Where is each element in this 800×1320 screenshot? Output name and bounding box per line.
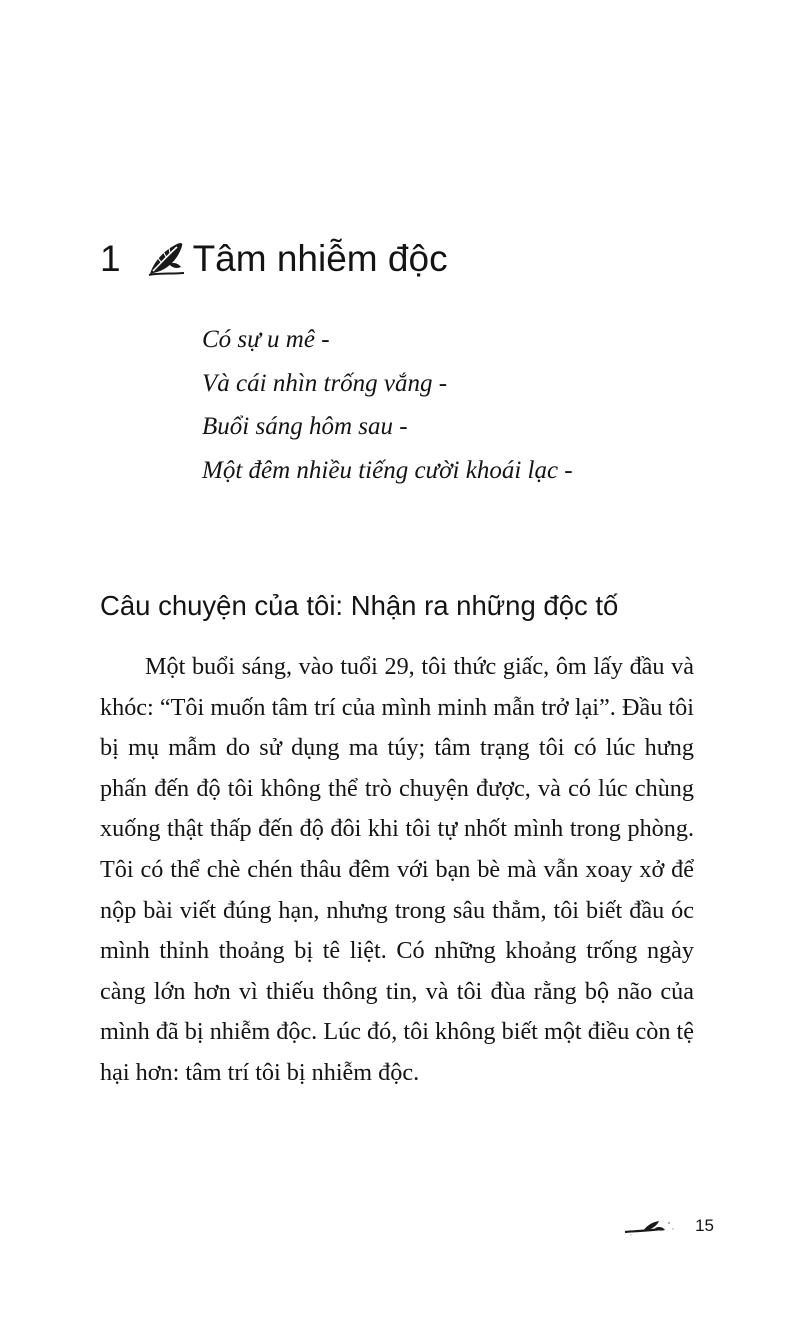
- section-heading: Câu chuyện của tôi: Nhận ra những độc tố: [100, 590, 619, 621]
- epigraph: [202, 318, 573, 492]
- body-paragraph: Một buổi sáng, vào tuổi 29, tôi thức giấc, ôm lấy đầu và khóc: “Tôi muốn tâm trí của mình minh mẫn trở lại”. Đầu tôi bị mụ mẫm do sử dụng ma túy; tâm trạng tôi có lúc hưng phấn đến độ tôi không thể trò chuyện được, và có lúc chùng xuống thật thấp đến độ đôi khi tôi tự nhốt mình trong phòng. Tôi có thể chè chén thâu đêm với bạn bè mà vẫn xoay xở để nộp bài viết đúng hạn, nhưng trong sâu thẳm, tôi biết đầu óc mình thỉnh thoảng bị tê liệt. Có những khoảng trống ngày càng lớn hơn vì thiếu thông tin, và tôi đùa rằng bộ não của mình đã bị nhiễm độc. Lúc đó, tôi không biết một điều còn tệ hại hơn: tâm trí tôi bị nhiễm độc.: [100, 653, 694, 1086]
- epigraph-line: Một đêm nhiều tiếng cười khoái lạc -: [202, 456, 573, 484]
- page-footer: [621, 1214, 714, 1238]
- chapter-number: 1: [100, 237, 121, 279]
- epigraph-line: Buổi sáng hôm sau -: [202, 413, 408, 440]
- chapter-heading: [100, 228, 448, 288]
- leaf-ornament-icon: [621, 1214, 685, 1238]
- leaf-icon: [147, 240, 185, 276]
- chapter-title: Tâm nhiễm độc: [192, 237, 448, 279]
- epigraph-line: Có sự u mê -: [202, 326, 330, 353]
- epigraph-line: Và cái nhìn trống vắng -: [202, 369, 448, 397]
- page-number: 15: [695, 1216, 714, 1235]
